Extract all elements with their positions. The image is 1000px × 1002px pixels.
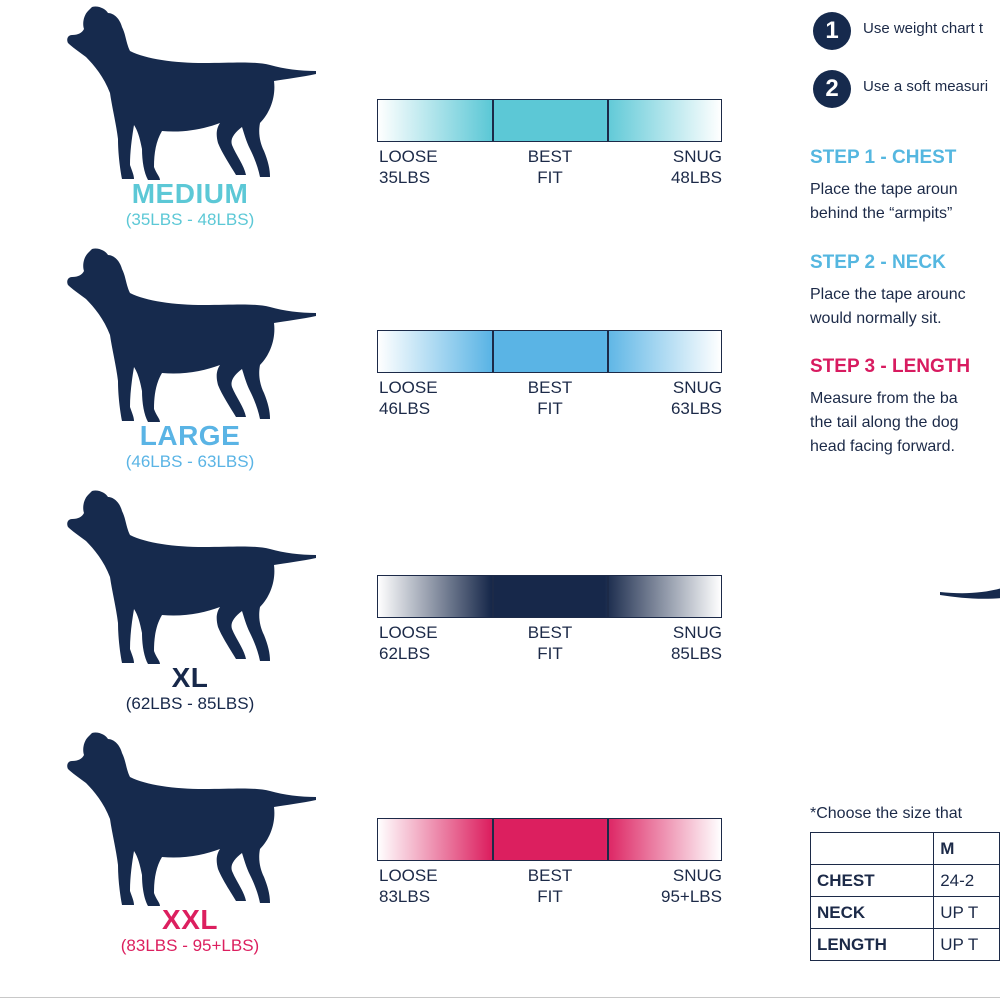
snug-label: SNUG 48LBS [670,147,722,187]
snug-label: SNUG 85LBS [670,623,722,663]
fit-bar-medium [377,99,722,142]
loose-label: LOOSE 46LBS [379,378,438,418]
step-text-length: Measure from the ba the tail along the dog head facing forward. [810,390,959,455]
table-cell: UP T [934,929,1000,961]
size-name-xl: XL [171,662,209,693]
dog-silhouette-icon [64,731,320,911]
size-range-large: (46LBS - 63LBS) [125,452,255,471]
fit-bar-xxl [377,818,722,861]
size-name-large: LARGE [139,420,241,451]
size-table [810,832,1000,961]
best-fit-label: BEST FIT [527,378,573,418]
dog-tail-icon [940,578,1000,608]
best-fit-label: BEST FIT [527,866,573,906]
table-row [811,929,1000,961]
loose-label: LOOSE 83LBS [379,866,438,906]
step-heading-neck: STEP 2 - NECK [810,252,946,273]
size-name-xxl: XXL [162,904,218,935]
table-column-header: M [934,833,1000,865]
loose-label: LOOSE 62LBS [379,623,438,663]
choose-size-note: *Choose the size that [810,805,963,822]
fit-bar-large [377,330,722,373]
dog-silhouette-icon [64,5,320,185]
step-number-badge: 2 [813,70,851,108]
instruction-text: Use weight chart t [863,20,984,37]
size-range-medium: (35LBS - 48LBS) [125,210,255,229]
step-text-neck: Place the tape arounc would normally sit. [810,286,966,327]
fit-bar-xl [377,575,722,618]
step-heading-chest: STEP 1 - CHEST [810,147,957,168]
table-row [811,865,1000,897]
dog-silhouette-icon [64,489,320,669]
step-heading-length: STEP 3 - LENGTH [810,356,971,377]
size-range-xl: (62LBS - 85LBS) [125,694,255,713]
snug-label: SNUG 95+LBS [661,866,722,906]
snug-label: SNUG 63LBS [670,378,722,418]
table-row-label: LENGTH [811,929,934,961]
divider [0,997,1000,998]
table-row-label: CHEST [811,865,934,897]
dog-silhouette-icon [64,247,320,427]
table-corner-cell [811,833,934,865]
best-fit-label: BEST FIT [527,147,573,187]
instruction-text: Use a soft measuri [863,78,989,95]
table-row [811,833,1000,865]
table-cell: UP T [934,897,1000,929]
table-row [811,897,1000,929]
size-name-medium: MEDIUM [131,178,249,209]
table-cell: 24-2 [934,865,1000,897]
best-fit-label: BEST FIT [527,623,573,663]
step-number-badge: 1 [813,12,851,50]
table-row-label: NECK [811,897,934,929]
size-range-xxl: (83LBS - 95+LBS) [120,936,260,955]
loose-label: LOOSE 35LBS [379,147,438,187]
step-text-chest: Place the tape aroun behind the “armpits” [810,181,958,222]
